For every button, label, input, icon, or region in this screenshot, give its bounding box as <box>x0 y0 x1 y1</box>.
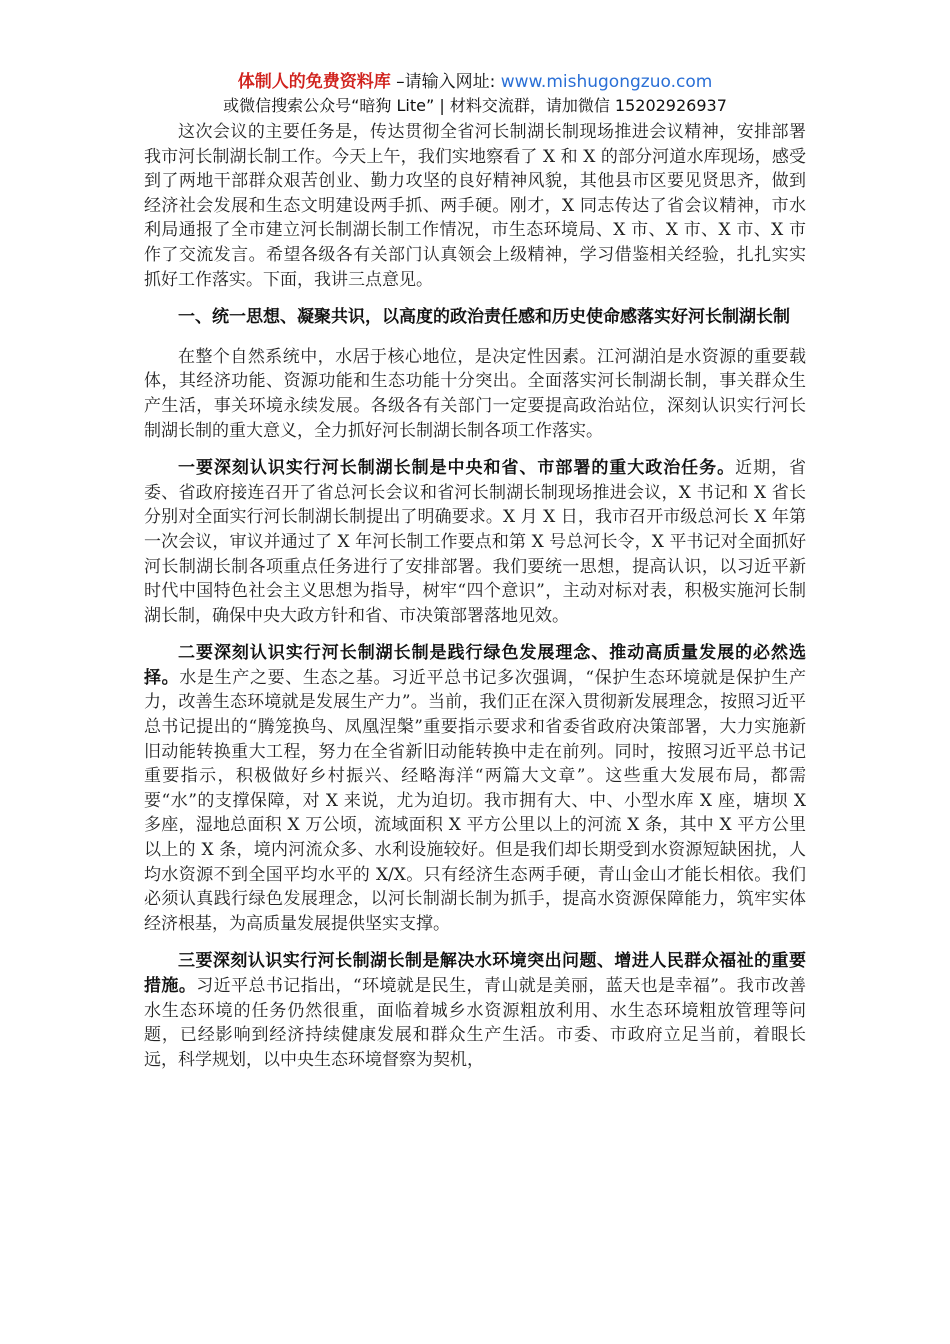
point-2-text: 水是生产之要、生态之基。习近平总书记多次强调，“保护生态环境就是保护生产力，改善生态环境就是发展生产力”。当前，我们正在深入贯彻新发展理念，按照习近平总书记提出的“腾笼换鸟、凤凰涅槃”重要指示要求和省委省政府决策部署，大力实施新旧动能转换重大工程，努力在全省新旧动能转换中走在前列。同时，按照习近平总书记重要指示，积极做好乡村振兴、经略海洋“两篇大文章”。这些重大发展布局，都需要“水”的支撑保障，对 X 来说，尤为迫切。我市拥有大、中、小型水库 X 座，塘坝 X 多座，湿地总面积 X 万公顷，流域面积 X 平方公里以上的河流 X 条，其中 X 平方公里以上的 X 条，境内河流众多、水利设施较好。但是我们却长期受到水资源短缺困扰，人均水资源不到全国平均水平的 X/X。只有经济生态两手硬，青山金山才能长相依。我们必须认真践行绿色发展理念，以河长制湖长制为抓手，提高水资源保障能力，筑牢实体经济根基，为高质量发展提供坚实支撑。 <box>144 667 807 934</box>
paragraph-point-3 <box>144 949 806 1072</box>
paragraph-point-1 <box>144 456 806 628</box>
brand-title: 体制人的免费资料库 <box>237 72 391 92</box>
paragraph-intro: 这次会议的主要任务是，传达贯彻全省河长制湖长制现场推进会议精神，安排部署我市河长制湖长制工作。今天上午，我们实地察看了 X 和 X 的部分河道水库现场，感受到了两地干部群众艰苦创业、勤力攻坚的良好精神风貌，其他县市区要见贤思齐，做到经济社会发展和生态文明建设两手抓、两手硬。刚才，X 同志传达了省会议精神，市水利局通报了全市建立河长制湖长制工作情况，市生态环境局、X 市、X 市、X 市、X 市作了交流发言。希望各级各有关部门认真领会上级精神，学习借鉴相关经验，扎扎实实抓好工作落实。下面，我讲三点意见。 <box>144 122 806 290</box>
site-header <box>0 70 950 118</box>
header-line-2: 或微信搜索公众号“暗狗 Lite” | 材料交流群，请加微信 15202926937 <box>223 96 727 115</box>
point-1-lead: 一要深刻认识实行河长制湖长制是中央和省、市部署的重大政治任务。 <box>178 458 736 479</box>
section-heading-1: 一、统一思想、凝聚共识，以高度的政治责任感和历史使命感落实好河长制湖长制 <box>178 307 790 328</box>
point-2-lead: 二要深刻认识实行河长制湖长制是践行绿色发展理念、推动高质量发展的必然选择。 <box>144 643 806 688</box>
url-prompt: –请输入网址: <box>390 72 501 92</box>
paragraph-section-1-intro: 在整个自然系统中，水居于核心地位，是决定性因素。江河湖泊是水资源的重要载体，其经济功能、资源功能和生态功能十分突出。全面落实河长制湖长制，事关群众生产生活，事关环境永续发展。各级各有关部门一定要提高政治站位，深刻认识实行河长制湖长制的重大意义，全力抓好河长制湖长制各项工作落实。 <box>144 346 806 441</box>
point-3-text: 习近平总书记指出，“环境就是民生，青山就是美丽，蓝天也是幸福”。我市改善水生态环境的任务仍然很重，面临着城乡水资源粗放利用、水生态环境粗放管理等问题，已经影响到经济持续健康发展和群众生产生活。市委、市政府立足当前，着眼长远，科学规划，以中央生态环境督察为契机， <box>144 976 806 1070</box>
article-body <box>144 120 806 1085</box>
paragraph-point-2 <box>144 641 806 936</box>
point-3-lead: 三要深刻认识实行河长制湖长制是解决水环境突出问题、增进人民群众福祉的重要措施。 <box>144 951 806 996</box>
point-1-text: 近期，省委、省政府接连召开了省总河长会议和省河长制湖长制现场推进会议，X 书记和 X 省长分别对全面实行河长制湖长制提出了明确要求。X 月 X 日，我市召开市级总河长 X 年第一次会议，审议并通过了 X 年河长制工作要点和第 X 号总河长令，X 平书记对全面抓好河长制湖长制各项重点任务进行了安排部署。我们要统一思想，提高认识，以习近平新时代中国特色社会主义思想为指导，树牢“四个意识”，主动对标对表，积极实施河长制湖长制，确保中央大政方针和省、市决策部署落地见效。 <box>144 458 807 626</box>
site-url-link[interactable]: www.mishugongzuo.com <box>500 72 713 92</box>
header-line-1 <box>0 70 950 94</box>
